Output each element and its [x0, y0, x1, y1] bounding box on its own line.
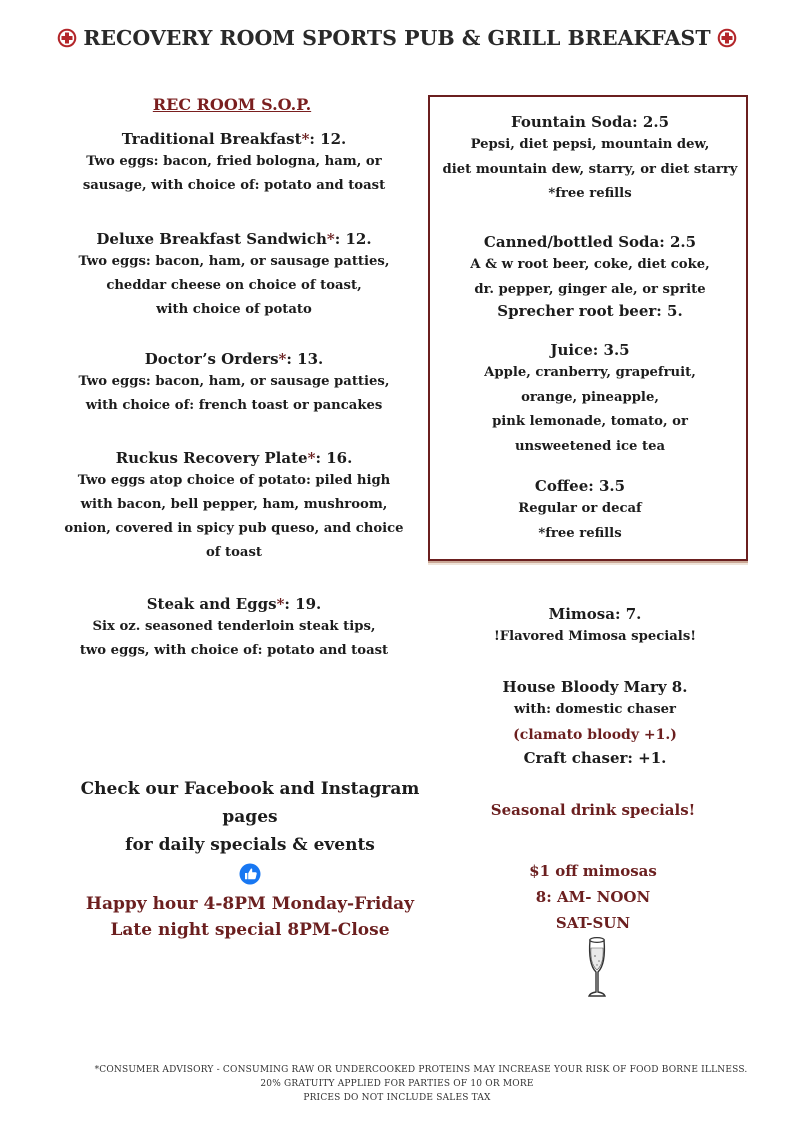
drink-description: Regular or decaf *free refills	[518, 501, 642, 541]
bloody-with: with: domestic chaser	[514, 702, 676, 717]
menu-header	[0, 20, 794, 56]
footer	[0, 1063, 794, 1105]
item-title: Ruckus Recovery Plate*: 16.	[115, 449, 353, 467]
happy-hour-text: Happy hour 4-8PM Monday-Friday	[85, 894, 415, 914]
tax-note: PRICES DO NOT INCLUDE SALES TAX	[303, 1093, 491, 1103]
item-description: Six oz. seasoned tenderloin steak tips, two eggs, with choice of: potato and toast	[79, 619, 389, 658]
drink-title: Canned/bottled Soda: 2.5	[483, 233, 697, 251]
menu-item	[64, 130, 404, 198]
canned-soda	[430, 233, 750, 320]
red-cross-icon	[717, 28, 737, 48]
menu-item	[64, 449, 404, 565]
item-description: Two eggs: bacon, ham, or sausage patties, cheddar cheese on choice of toast, with choice of potato	[78, 254, 390, 317]
champagne-glass-icon	[582, 934, 612, 1000]
item-title: Deluxe Breakfast Sandwich*: 12.	[96, 230, 372, 248]
seasonal-specials: Seasonal drink specials!	[490, 801, 696, 819]
social-block	[60, 775, 440, 943]
bloody-craft: Craft chaser: +1.	[523, 749, 667, 767]
thumbs-up-icon[interactable]	[60, 863, 440, 885]
mimosa	[435, 605, 755, 650]
menu-item	[64, 350, 404, 418]
mimosa-deal: $1 off mimosas 8: AM- NOON SAT-SUN	[529, 862, 657, 932]
coffee	[420, 477, 740, 546]
bloody-clamato: (clamato bloody +1.)	[513, 726, 677, 743]
item-description: Two eggs atop choice of potato: piled high with bacon, bell pepper, ham, mushroom, onion, covered in spicy pub queso, and choice of toast	[64, 473, 404, 560]
social-line-1: Check our Facebook and Instagram pages	[80, 779, 420, 827]
section-title: REC ROOM S.O.P.	[152, 95, 312, 114]
fountain-soda	[430, 113, 750, 207]
late-night-text: Late night special 8PM-Close	[110, 920, 390, 940]
drink-description: Pepsi, diet pepsi, mountain dew, diet mountain dew, starry, or diet starry *free refills	[442, 137, 738, 201]
item-title: Doctor’s Orders*: 13.	[144, 350, 324, 368]
menu-item	[64, 230, 404, 322]
mimosa-title: Mimosa: 7.	[548, 605, 642, 623]
page-title: RECOVERY ROOM SPORTS PUB & GRILL BREAKFAST	[83, 26, 711, 50]
gratuity-note: 20% GRATUITY APPLIED FOR PARTIES OF 10 OR MORE	[260, 1079, 534, 1089]
consumer-advisory: *CONSUMER ADVISORY - CONSUMING RAW OR UNDERCOOKED PROTEINS MAY INCREASE YOUR RISK OF FOOD BORNE ILLNESS.	[94, 1065, 748, 1075]
bloody-mary	[435, 678, 755, 767]
mimosa-note: !Flavored Mimosa specials!	[493, 629, 697, 644]
drink-title: Fountain Soda: 2.5	[510, 113, 670, 131]
menu-item	[64, 595, 404, 663]
item-description: Two eggs: bacon, ham, or sausage patties, with choice of: french toast or pancakes	[78, 374, 390, 413]
drink-description: A & w root beer, coke, diet coke, dr. pepper, ginger ale, or sprite	[470, 257, 710, 297]
bloody-title: House Bloody Mary 8.	[502, 678, 688, 696]
drink-title: Juice: 3.5	[550, 341, 630, 359]
item-description: Two eggs: bacon, fried bologna, ham, or sausage, with choice of: potato and toast	[82, 154, 386, 193]
social-line-2: for daily specials & events	[125, 835, 375, 855]
drink-description: Apple, cranberry, grapefruit, orange, pineapple, pink lemonade, tomato, or unsweetened ice tea	[484, 365, 696, 454]
red-cross-icon	[57, 28, 77, 48]
sprecher-price: Sprecher root beer: 5.	[497, 302, 683, 320]
item-title: Steak and Eggs*: 19.	[146, 595, 322, 613]
item-title: Traditional Breakfast*: 12.	[121, 130, 347, 148]
juice	[430, 341, 750, 459]
drink-title: Coffee: 3.5	[534, 477, 626, 495]
